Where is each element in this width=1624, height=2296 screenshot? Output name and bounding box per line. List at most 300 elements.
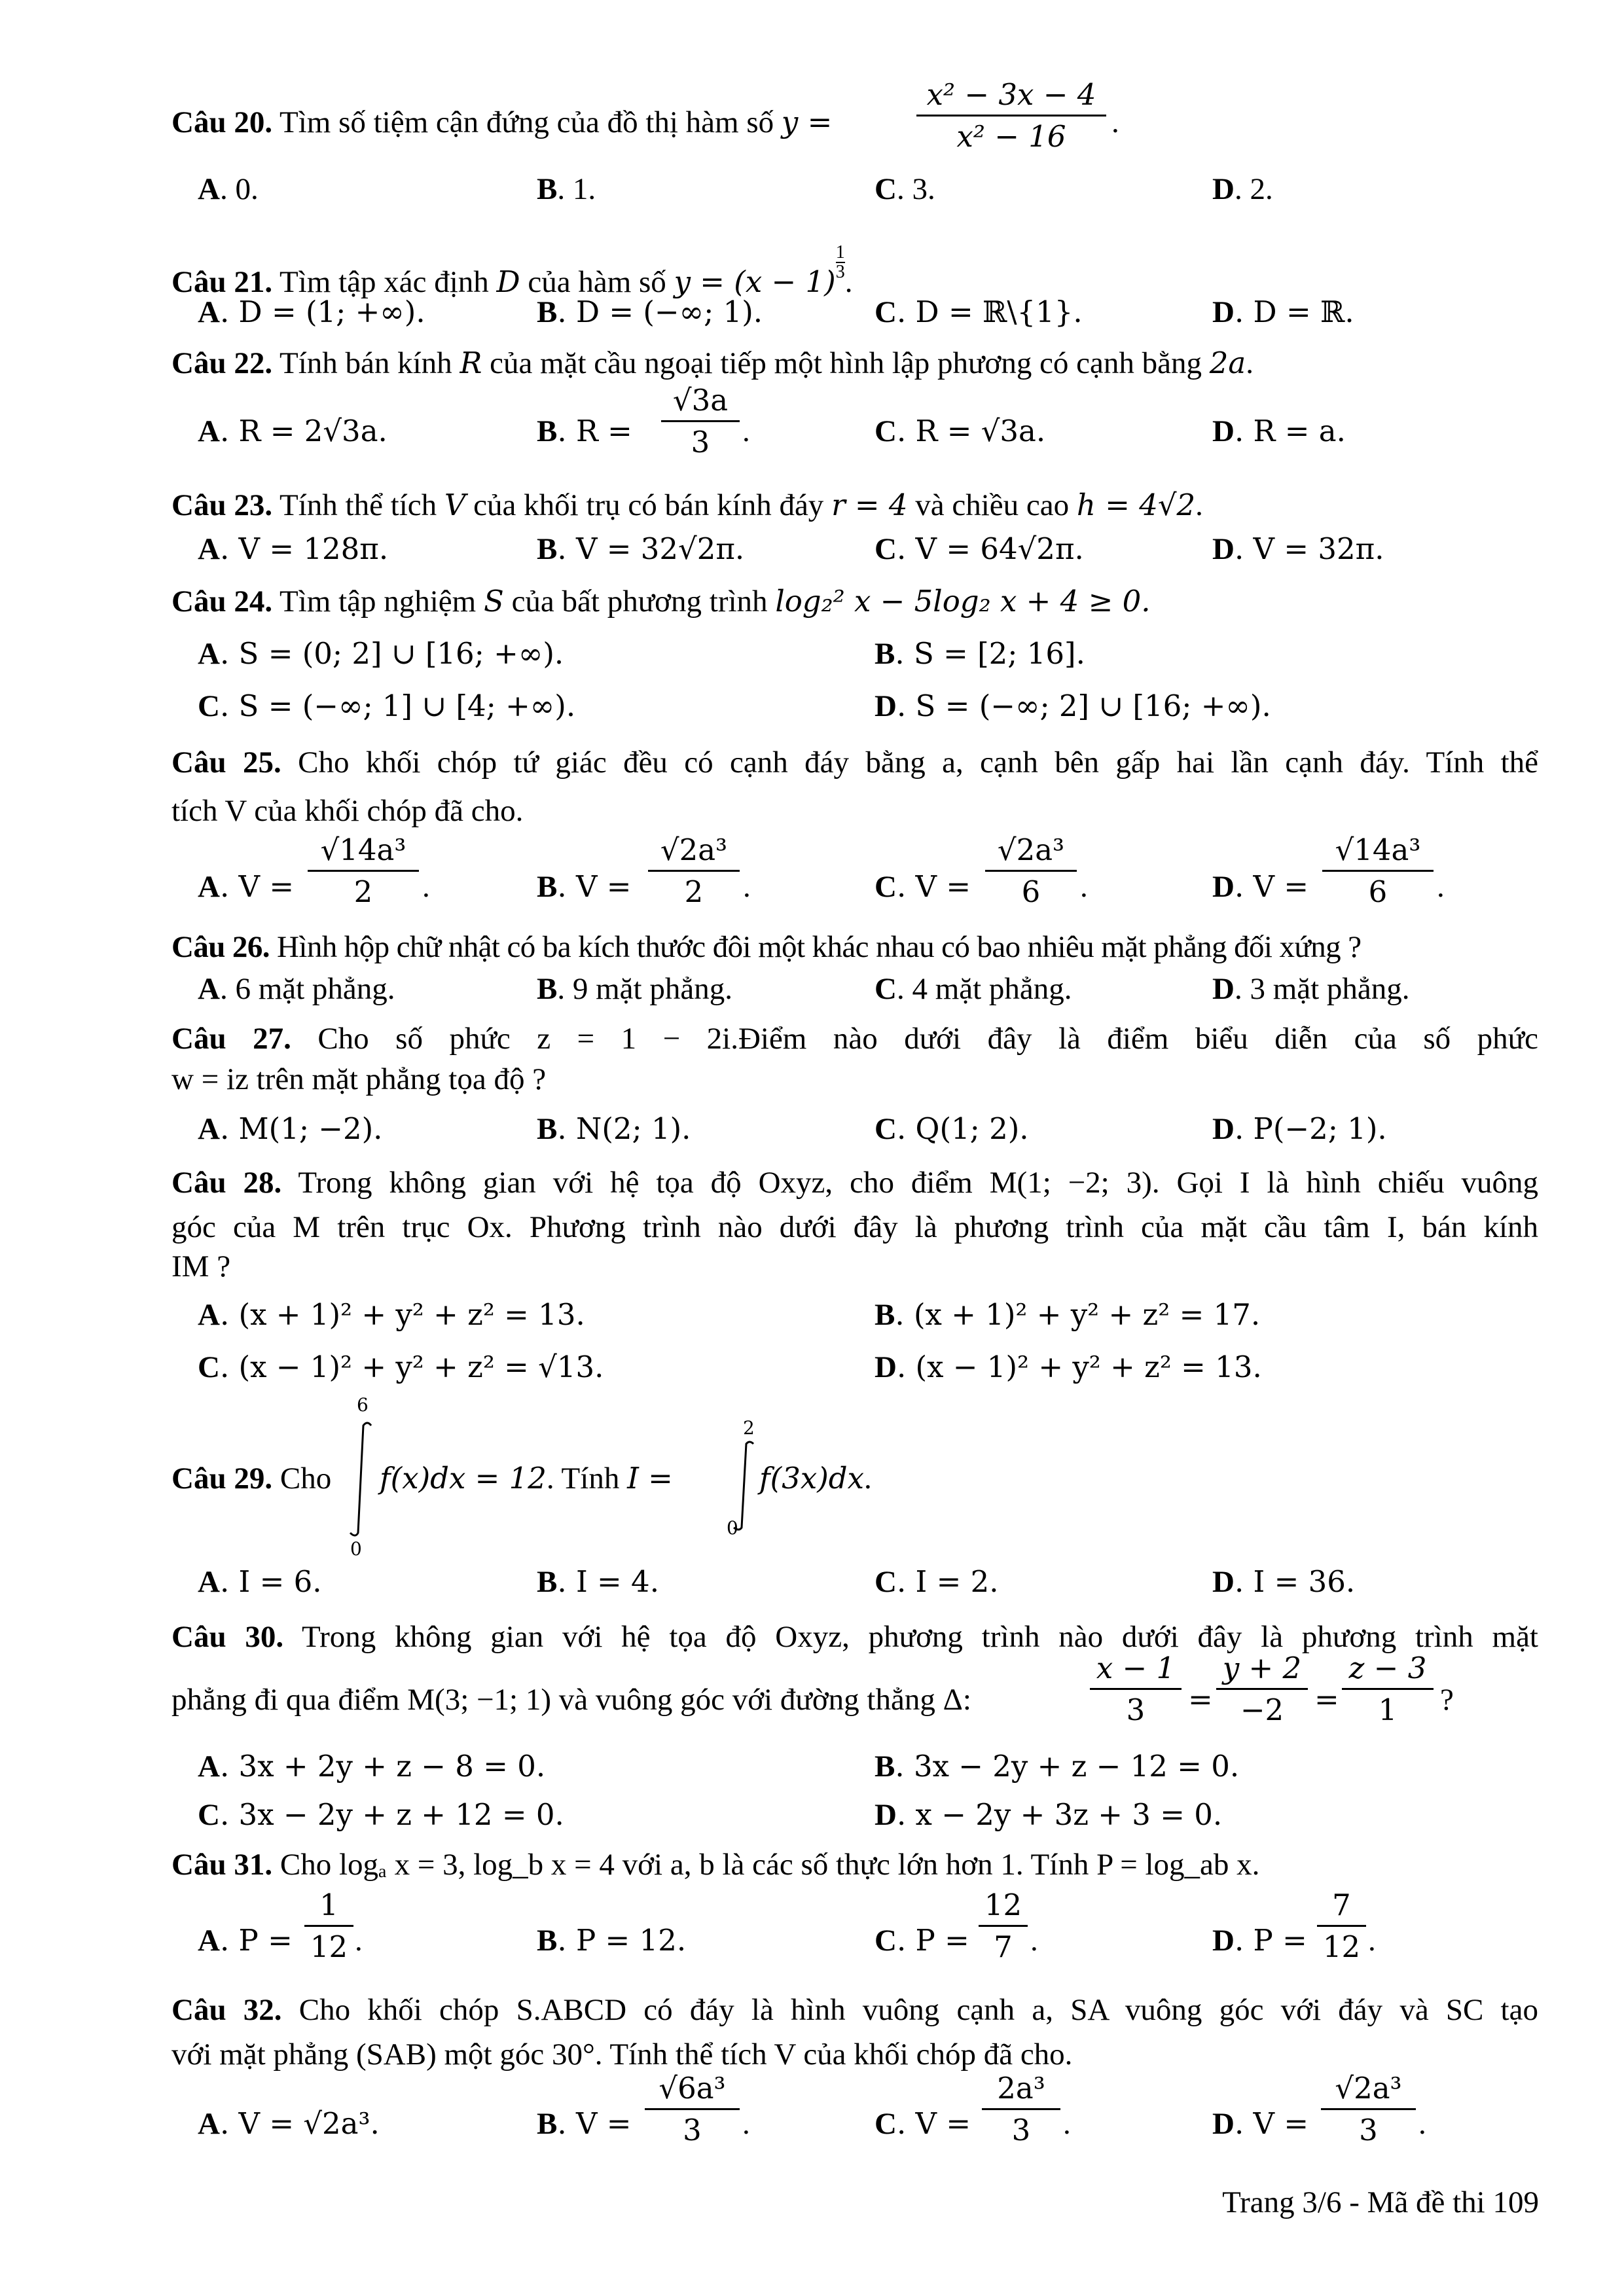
option-value: . V = 32π.	[1234, 531, 1384, 566]
option-b	[537, 2106, 631, 2142]
end-period: .	[355, 1924, 363, 1958]
option-letter: C	[198, 1350, 220, 1384]
page-footer: Trang 3/6 - Mã đề thi 109	[1222, 2185, 1539, 2219]
option-letter: D	[1212, 1924, 1235, 1958]
fraction-bar	[1322, 870, 1434, 872]
integral-1-lower: 0	[350, 1538, 362, 1560]
option-c	[875, 414, 1045, 449]
option-prefix: . V =	[219, 869, 295, 904]
option-value: . 3x + 2y + z − 8 = 0.	[219, 1749, 546, 1784]
end-period: .	[422, 870, 430, 904]
option-a-fraction	[304, 1888, 353, 1964]
end-period: .	[1368, 1924, 1376, 1958]
question-text: và chiều cao	[915, 488, 1070, 522]
question-text-line1: Cho khối chóp S.ABCD có đáy là hình vuông cạnh a, SA vuông góc với đáy và SC tạo	[298, 1993, 1538, 2027]
fraction-bar	[916, 115, 1106, 117]
question-28	[171, 1160, 1538, 1206]
option-d-fraction	[1317, 1888, 1366, 1964]
option-a	[198, 869, 294, 905]
option-letter: B	[875, 1749, 895, 1784]
option-value: . I = 36.	[1234, 1564, 1356, 1599]
option-b	[537, 1923, 686, 1958]
option-letter: C	[875, 532, 897, 566]
end-period: .	[742, 2107, 750, 2141]
function-lhs: y =	[781, 105, 833, 139]
question-32	[171, 1987, 1538, 2033]
option-value: . R = a.	[1234, 414, 1346, 448]
option-value: . (x + 1)² + y² + z² = 13.	[219, 1297, 585, 1332]
option-letter: B	[537, 1112, 558, 1146]
option-letter: B	[537, 1565, 558, 1599]
option-letter: D	[875, 1350, 897, 1384]
fraction-denominator: 2	[684, 874, 704, 909]
option-letter: A	[198, 1749, 220, 1784]
option-letter: D	[1212, 295, 1235, 329]
question-number: Câu 26.	[171, 930, 270, 964]
option-letter: C	[875, 414, 897, 448]
option-c	[875, 1923, 969, 1958]
option-value: . (x − 1)² + y² + z² = √13.	[219, 1350, 604, 1384]
fraction-bar	[661, 420, 740, 422]
option-b	[537, 531, 744, 567]
integrand-1: f(x)dx = 12	[380, 1461, 547, 1496]
fraction-numerator: √3a	[672, 383, 729, 418]
option-d-fraction	[1322, 833, 1434, 909]
option-letter: D	[875, 1798, 897, 1832]
option-prefix: . V =	[1234, 2106, 1309, 2141]
question-mark: ?	[1440, 1683, 1454, 1717]
option-prefix: . R =	[557, 414, 632, 448]
option-letter: C	[875, 172, 897, 206]
option-value: . V = 64√2π.	[896, 531, 1084, 566]
option-letter: A	[198, 172, 220, 206]
option-letter: A	[198, 1565, 220, 1599]
question-20	[171, 105, 832, 140]
option-d	[1212, 869, 1308, 905]
fraction-denominator: −2	[1240, 1693, 1284, 1727]
fraction-bar	[648, 870, 740, 872]
option-a	[198, 531, 388, 567]
option-c	[875, 171, 935, 207]
question-25	[171, 740, 1538, 785]
option-d	[875, 689, 1271, 724]
option-a	[198, 1923, 293, 1958]
fraction-numerator: 12	[984, 1888, 1022, 1922]
integral-2-lhs: I =	[627, 1461, 673, 1496]
question-text: Tìm tập nghiệm	[280, 584, 477, 619]
option-letter: A	[198, 1924, 220, 1958]
question-28-line3: IM ?	[171, 1249, 231, 1283]
fraction-denominator: 1	[1378, 1693, 1398, 1727]
fraction-bar	[304, 1925, 353, 1927]
option-value: . S = (−∞; 2] ∪ [16; +∞).	[896, 689, 1271, 723]
question-number: Câu 30.	[171, 1620, 284, 1654]
option-value: . 3x − 2y + z + 12 = 0.	[219, 1797, 564, 1832]
option-value: . P = 12.	[557, 1923, 687, 1958]
integrand-2: f(3x)dx	[759, 1461, 864, 1496]
end-period: .	[743, 870, 751, 904]
fraction-bar	[1317, 1925, 1366, 1927]
option-value: . M(1; −2).	[219, 1111, 383, 1146]
option-letter: B	[875, 637, 895, 671]
option-value: . I = 6.	[219, 1564, 322, 1599]
option-value: . 3.	[896, 172, 935, 206]
fraction-bar	[1342, 1688, 1434, 1690]
option-letter: D	[1212, 2107, 1235, 2141]
question-29	[171, 1461, 331, 1496]
end-period: .	[1030, 1924, 1038, 1958]
option-a	[198, 295, 425, 330]
fraction-denominator: x² − 16	[956, 119, 1066, 154]
option-letter: B	[537, 295, 558, 329]
question-text: Cho logₐ x = 3, log_b x = 4 với a, b là các số thực lớn hơn 1. Tính P = log_ab x.	[280, 1848, 1260, 1882]
option-letter: A	[198, 1112, 220, 1146]
option-letter: A	[198, 972, 220, 1006]
fraction-numerator: y + 2	[1222, 1651, 1302, 1685]
option-value: . S = (0; 2] ∪ [16; +∞).	[219, 636, 564, 671]
option-value: . R = √3a.	[896, 414, 1046, 448]
option-d	[1212, 295, 1354, 330]
set-symbol: S	[483, 584, 504, 619]
option-value: . Q(1; 2).	[896, 1111, 1029, 1146]
question-number: Câu 27.	[171, 1022, 291, 1056]
question-number: Câu 28.	[171, 1166, 282, 1200]
option-letter: B	[537, 414, 558, 448]
edge-length: 2a	[1209, 346, 1246, 380]
option-letter: D	[1212, 172, 1235, 206]
option-letter: A	[198, 532, 220, 566]
question-text: . Tính	[546, 1462, 620, 1496]
option-letter: B	[875, 1298, 895, 1332]
option-d	[1212, 414, 1346, 449]
option-letter: D	[1212, 1112, 1235, 1146]
integral-1-upper: 6	[357, 1394, 369, 1416]
option-value: . S = (−∞; 1] ∪ [4; +∞).	[219, 689, 576, 723]
end-period: .	[742, 414, 750, 448]
option-letter: A	[198, 870, 220, 904]
option-letter: D	[1212, 972, 1235, 1006]
option-value: . 3 mặt phẳng.	[1234, 972, 1410, 1006]
function-expr: y = (x − 1)	[674, 264, 836, 299]
fraction-numerator: √2a³	[660, 833, 728, 867]
line-fraction-x	[1090, 1651, 1182, 1727]
option-letter: C	[875, 2107, 897, 2141]
question-28-line2: góc của M trên trục Ox. Phương trình nào dưới đây là phương trình của mặt cầu tâm I, bán kính	[171, 1210, 1538, 1244]
fraction-bar	[308, 870, 419, 872]
option-letter: C	[198, 1798, 220, 1832]
option-value: . 0.	[219, 172, 259, 206]
exponent-fraction	[836, 243, 845, 281]
question-text: Tính bán kính	[280, 346, 452, 380]
option-d	[1212, 1111, 1387, 1147]
fraction-denominator: 6	[1021, 874, 1041, 909]
option-prefix: . V =	[557, 2106, 632, 2141]
fraction-bar	[982, 2108, 1060, 2110]
option-value: . x − 2y + 3z + 3 = 0.	[896, 1797, 1223, 1832]
option-c	[875, 2106, 971, 2142]
fraction-bar	[1321, 2108, 1416, 2110]
option-a	[198, 971, 395, 1007]
option-b	[537, 171, 596, 207]
end-period: .	[1063, 2107, 1071, 2141]
option-c-fraction	[979, 1888, 1028, 1964]
fraction-denominator: 6	[1368, 874, 1388, 909]
question-number: Câu 20.	[171, 105, 273, 139]
end-period: .	[1195, 488, 1203, 522]
option-a	[198, 171, 259, 207]
line-fraction-y	[1216, 1651, 1308, 1727]
option-letter: D	[1212, 532, 1235, 566]
radius-value: r = 4	[831, 488, 908, 522]
option-d	[875, 1350, 1262, 1385]
option-letter: D	[875, 689, 897, 723]
question-number: Câu 25.	[171, 745, 281, 780]
option-letter: D	[1212, 414, 1235, 448]
question-text-line1: Cho số phức z = 1 − 2i.Điểm nào dưới đây là điểm biểu diễn của số phức	[317, 1022, 1538, 1056]
option-letter: A	[198, 2107, 220, 2141]
option-a-fraction	[308, 833, 419, 909]
option-d	[1212, 1564, 1355, 1600]
fraction-bar	[985, 870, 1077, 872]
question-number: Câu 32.	[171, 1993, 282, 2027]
option-c	[198, 689, 575, 724]
option-c	[875, 971, 1072, 1007]
height-value: h = 4√2	[1076, 488, 1196, 522]
fraction-denominator: 3	[691, 425, 710, 459]
fraction-numerator: x² − 3x − 4	[926, 77, 1096, 112]
question-text: của hàm số	[528, 265, 666, 299]
question-text: Tìm tập xác định	[280, 265, 489, 299]
option-letter: C	[875, 1924, 897, 1958]
option-prefix: . P =	[219, 1923, 293, 1958]
question-number: Câu 29.	[171, 1462, 273, 1496]
fraction-denominator: 2	[353, 874, 373, 909]
fraction-numerator: 2a³	[997, 2071, 1045, 2106]
equals-sign: =	[1314, 1682, 1339, 1717]
equals-sign: =	[1188, 1682, 1213, 1717]
fraction-denominator: 3	[1011, 2113, 1031, 2147]
question-32-line2: với mặt phẳng (SAB) một góc 30°. Tính thể tích V của khối chóp đã cho.	[171, 2037, 1073, 2072]
option-letter: A	[198, 414, 220, 448]
option-c	[198, 1350, 604, 1385]
end-period: .	[1111, 105, 1119, 139]
option-a	[198, 1749, 545, 1784]
question-text: của bất phương trình	[511, 584, 768, 619]
fraction-numerator: √2a³	[997, 833, 1065, 867]
option-letter: C	[875, 1112, 897, 1146]
option-d	[1212, 531, 1384, 567]
option-letter: A	[198, 295, 220, 329]
fraction-denominator: 7	[994, 1929, 1013, 1964]
question-number: Câu 24.	[171, 584, 273, 619]
function-fraction	[916, 77, 1106, 154]
fraction-numerator: √2a³	[1335, 2071, 1402, 2106]
integral-2-body	[759, 1461, 872, 1496]
question-23	[171, 488, 1203, 523]
option-prefix: . V =	[896, 2106, 971, 2141]
question-26	[171, 929, 1361, 965]
option-value: . 4 mặt phẳng.	[896, 972, 1072, 1006]
question-text-line1: Trong không gian với hệ tọa độ Oxyz, phương trình nào dưới đây là phương trình mặt	[302, 1620, 1538, 1654]
option-letter: B	[537, 532, 558, 566]
fraction-numerator: 7	[1332, 1888, 1351, 1922]
option-value: . R = 2√3a.	[219, 414, 388, 448]
option-letter: D	[1212, 1565, 1235, 1599]
question-text: Cho	[280, 1462, 332, 1496]
fraction-numerator: √14a³	[320, 833, 406, 867]
question-30	[171, 1614, 1538, 1660]
option-letter: A	[198, 637, 220, 671]
domain-symbol: D	[496, 264, 520, 299]
option-b	[875, 1297, 1260, 1333]
integral-2-upper: 2	[743, 1417, 755, 1439]
question-24	[171, 584, 1151, 619]
fraction-numerator: x − 1	[1096, 1651, 1176, 1685]
option-value: . I = 4.	[557, 1564, 659, 1599]
option-d	[1212, 171, 1273, 207]
option-b-fraction	[648, 833, 740, 909]
option-letter: B	[537, 172, 558, 206]
option-a	[198, 636, 564, 672]
option-prefix: . V =	[1234, 869, 1309, 904]
option-value: . V = 32√2π.	[557, 531, 745, 566]
option-value: . D = ℝ.	[1234, 295, 1354, 329]
end-period: .	[863, 1462, 872, 1496]
question-text: Hình hộp chữ nhật có ba kích thước đôi một khác nhau có bao nhiêu mặt phẳng đối xứng ?	[277, 930, 1362, 964]
question-text: Tìm số tiệm cận đứng của đồ thị hàm số	[280, 105, 774, 139]
option-letter: C	[875, 972, 897, 1006]
integral-1-sign	[345, 1420, 378, 1538]
fraction-denominator: 12	[1322, 1929, 1361, 1964]
question-27	[171, 1016, 1538, 1062]
question-number: Câu 31.	[171, 1848, 273, 1882]
option-letter: D	[1212, 870, 1235, 904]
question-text: Tính thể tích	[280, 488, 437, 522]
option-value: . D = (1; +∞).	[219, 295, 425, 329]
exponent-numerator: 1	[835, 242, 845, 262]
question-number: Câu 21.	[171, 265, 273, 299]
end-period: .	[1437, 870, 1445, 904]
option-a	[198, 1297, 585, 1333]
option-value: . 3x − 2y + z − 12 = 0.	[895, 1749, 1240, 1784]
fraction-bar	[1216, 1688, 1308, 1690]
option-letter: B	[537, 870, 558, 904]
option-a	[198, 1111, 383, 1147]
option-value: . S = [2; 16].	[895, 636, 1085, 671]
option-d	[1212, 971, 1410, 1007]
option-b	[537, 1564, 659, 1600]
option-prefix: . P =	[896, 1923, 969, 1958]
option-c-fraction	[985, 833, 1077, 909]
question-number: Câu 23.	[171, 488, 273, 522]
option-prefix: . V =	[896, 869, 971, 904]
option-letter: B	[537, 1924, 558, 1958]
option-b	[537, 869, 631, 905]
option-d-fraction	[1321, 2071, 1416, 2147]
integral-2-lower: 0	[727, 1517, 738, 1539]
inequality: log₂² x − 5log₂ x + 4 ≥ 0.	[775, 584, 1151, 619]
integral-1-body	[380, 1461, 673, 1496]
fraction-numerator: z − 3	[1348, 1651, 1427, 1685]
fraction-bar	[645, 2108, 740, 2110]
option-b	[537, 414, 632, 449]
fraction-denominator: 12	[310, 1929, 348, 1964]
option-value: . (x − 1)² + y² + z² = 13.	[896, 1350, 1262, 1384]
option-c	[875, 1564, 999, 1600]
option-c	[875, 869, 971, 905]
option-b	[537, 971, 732, 1007]
end-period: .	[844, 265, 853, 299]
option-letter: C	[875, 295, 897, 329]
question-text: của mặt cầu ngoại tiếp một hình lập phương có cạnh bằng	[490, 346, 1202, 380]
option-b	[537, 1111, 691, 1147]
option-b	[537, 295, 763, 330]
option-value: . D = ℝ\{1}.	[896, 295, 1083, 329]
option-a	[198, 2106, 380, 2142]
question-text: của khối trụ có bán kính đáy	[473, 488, 824, 522]
option-value: . (x + 1)² + y² + z² = 17.	[895, 1297, 1261, 1332]
question-27-line2: w = iz trên mặt phẳng tọa độ ?	[171, 1062, 547, 1096]
fraction-denominator: 3	[1126, 1693, 1146, 1727]
option-letter: B	[537, 972, 558, 1006]
question-22	[171, 346, 1254, 381]
option-d	[875, 1797, 1222, 1833]
fraction-numerator: 1	[319, 1888, 338, 1922]
question-31	[171, 1847, 1259, 1882]
option-b-fraction	[661, 383, 740, 459]
fraction-denominator: 3	[683, 2113, 702, 2147]
fraction-bar	[979, 1925, 1028, 1927]
fraction-bar	[1090, 1688, 1182, 1690]
fraction-numerator: √14a³	[1335, 833, 1421, 867]
option-letter: B	[537, 2107, 558, 2141]
option-d	[1212, 2106, 1308, 2142]
volume-symbol: V	[444, 488, 466, 522]
fraction-numerator: √6a³	[659, 2071, 726, 2106]
end-period: .	[1080, 870, 1088, 904]
option-value: . V = √2a³.	[219, 2106, 380, 2141]
end-period: .	[1246, 346, 1254, 380]
option-value: . D = (−∞; 1).	[557, 295, 763, 329]
option-value: . 9 mặt phẳng.	[557, 972, 732, 1006]
end-period: .	[1418, 2107, 1426, 2141]
option-prefix: . P =	[1234, 1923, 1307, 1958]
fraction-denominator: 3	[1359, 2113, 1378, 2147]
option-value: . 1.	[557, 172, 596, 206]
option-value: . P(−2; 1).	[1234, 1111, 1387, 1146]
option-value: . V = 128π.	[219, 531, 389, 566]
line-fraction-z	[1342, 1651, 1434, 1727]
question-30-line2: phẳng đi qua điểm M(3; −1; 1) và vuông góc với đường thẳng Δ:	[171, 1683, 971, 1717]
option-value: . 2.	[1234, 172, 1273, 206]
option-b-fraction	[645, 2071, 740, 2147]
option-letter: A	[198, 1298, 220, 1332]
option-d	[1212, 1923, 1307, 1958]
option-a	[198, 414, 388, 449]
option-c	[198, 1797, 564, 1833]
question-text-line1: Trong không gian với hệ tọa độ Oxyz, cho điểm M(1; −2; 3). Gọi I là hình chiếu vuông	[298, 1166, 1538, 1200]
option-letter: C	[198, 689, 220, 723]
option-a	[198, 1564, 322, 1600]
option-c-fraction	[982, 2071, 1060, 2147]
question-number: Câu 22.	[171, 346, 273, 380]
option-b	[875, 636, 1085, 672]
option-value: . 6 mặt phẳng.	[219, 972, 395, 1006]
exponent-denominator: 3	[835, 262, 845, 282]
option-c	[875, 295, 1083, 330]
option-letter: C	[875, 870, 897, 904]
option-value: . I = 2.	[896, 1564, 999, 1599]
